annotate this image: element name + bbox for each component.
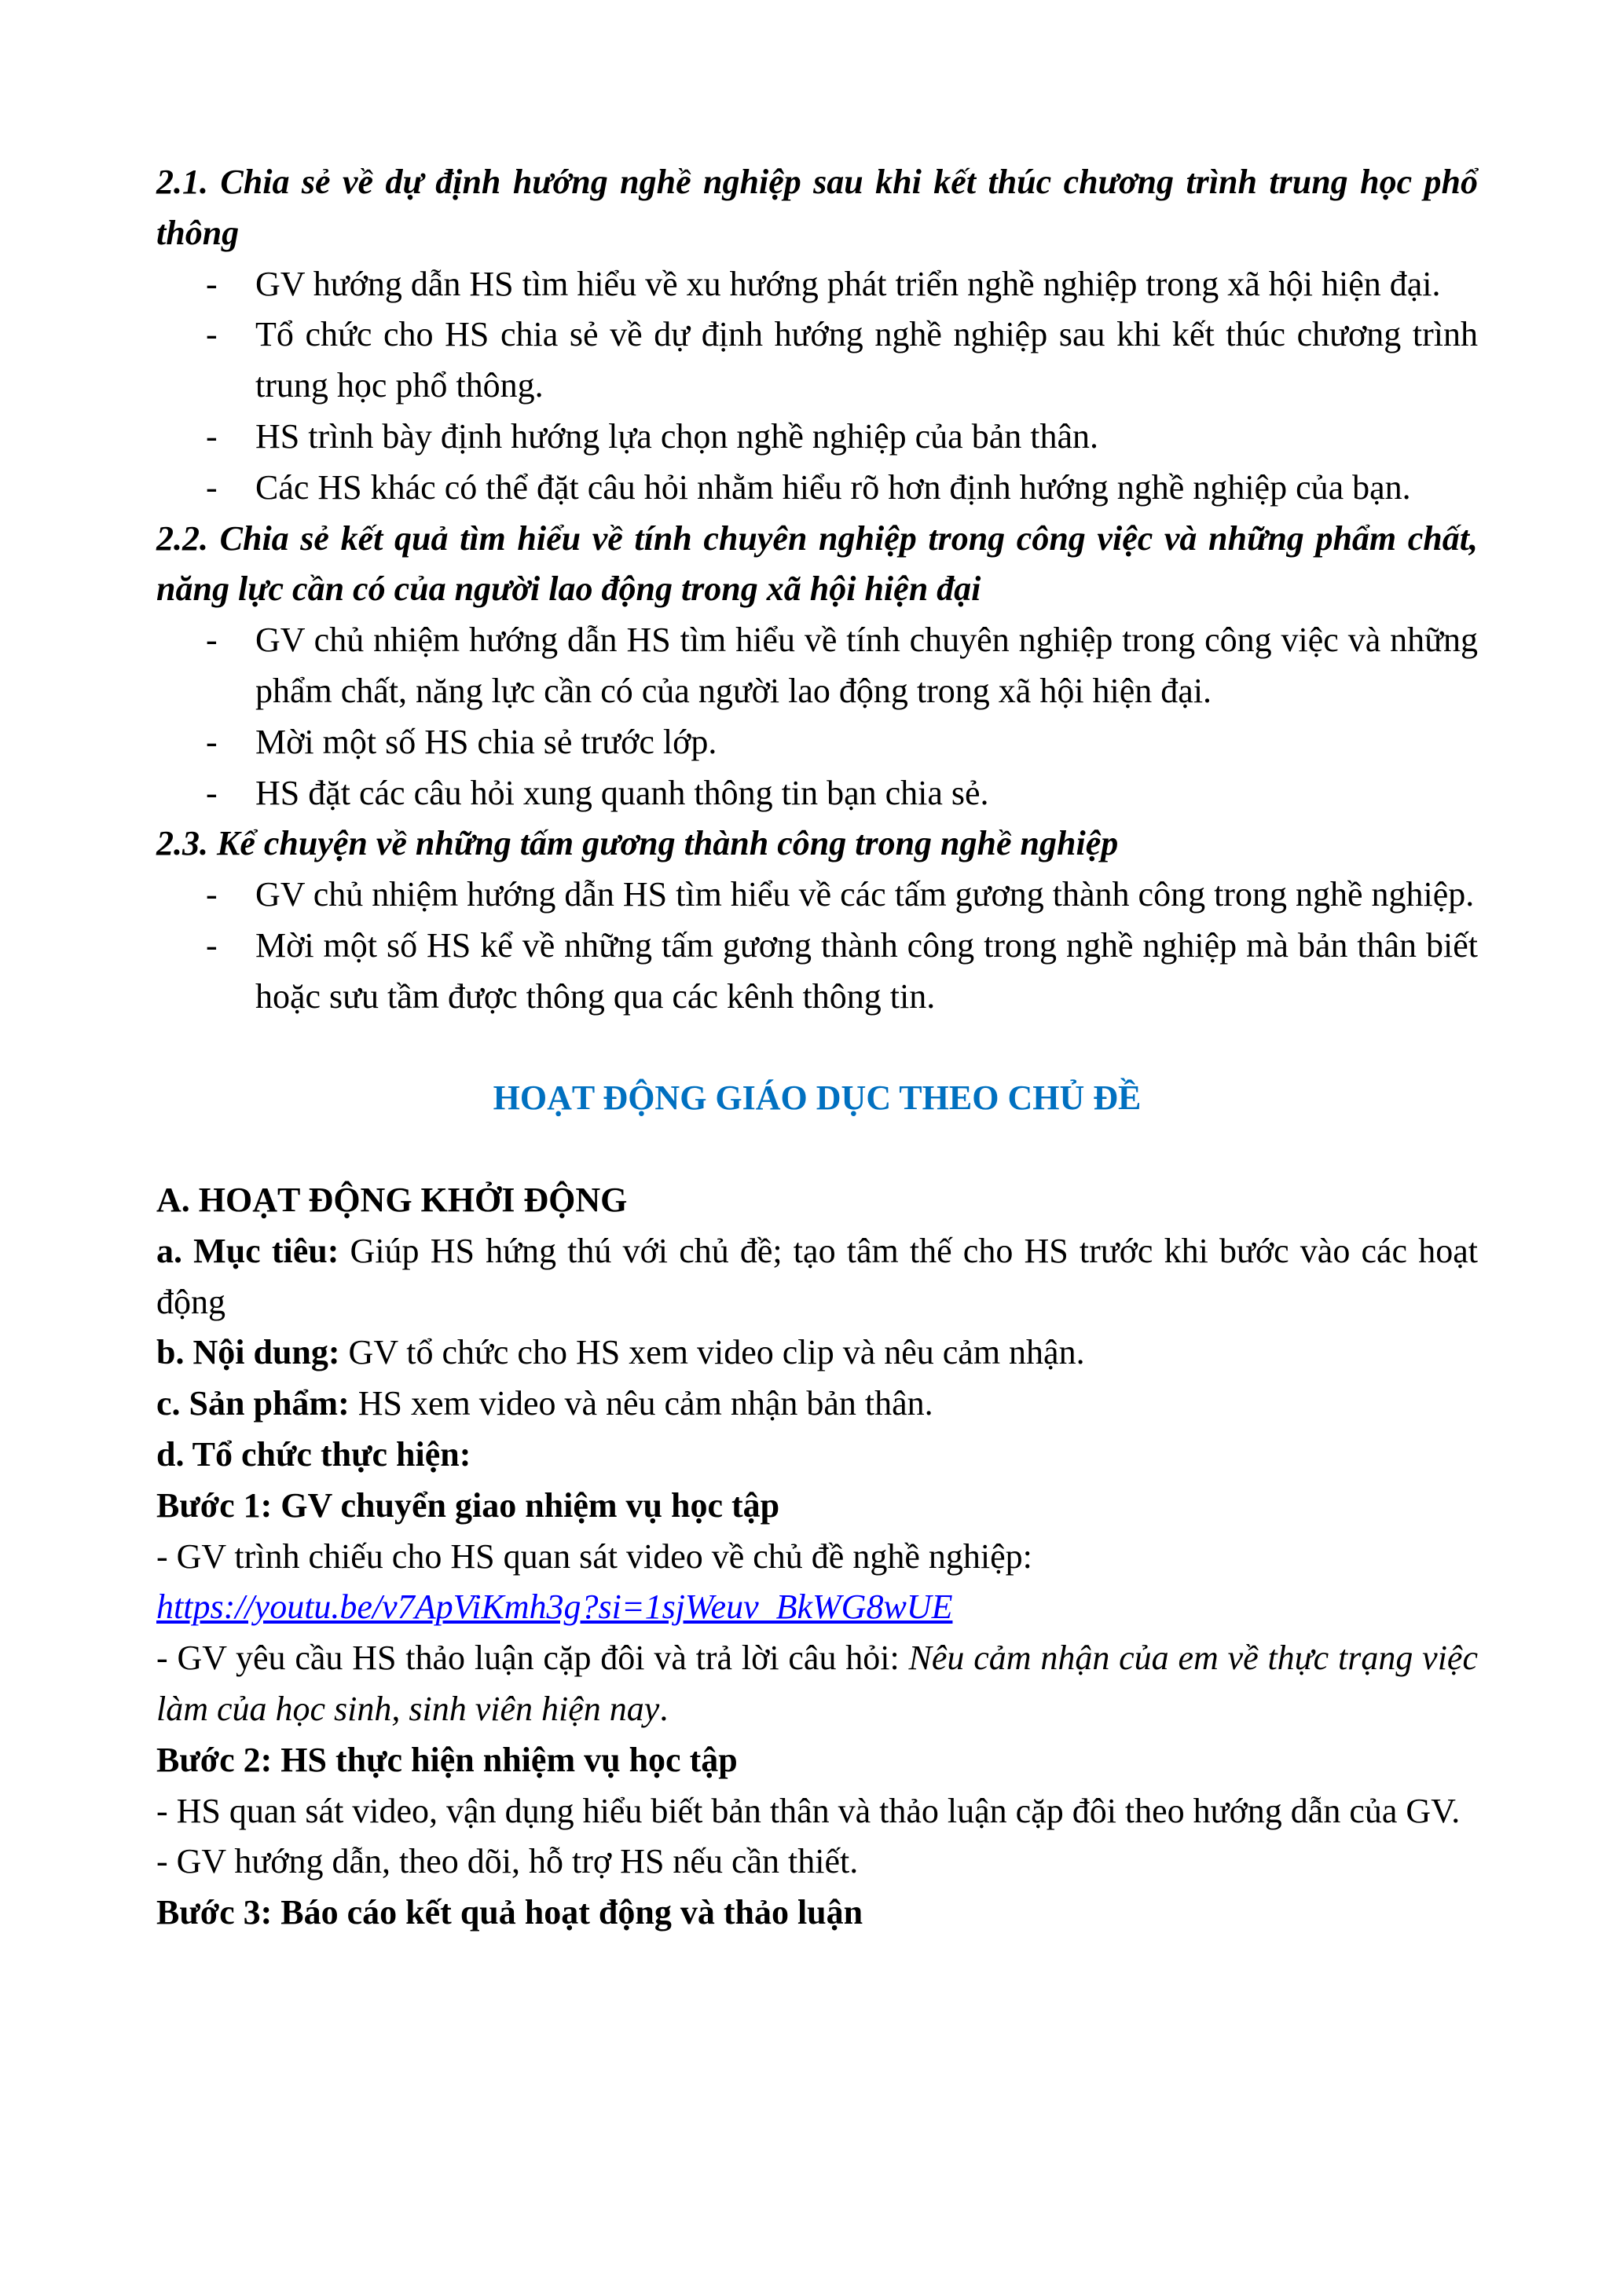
- section-a-heading: A. HOẠT ĐỘNG KHỞI ĐỘNG: [156, 1180, 628, 1219]
- step-2-heading: Bước 2: HS thực hiện nhiệm vụ học tập: [156, 1740, 738, 1779]
- section-2-1-heading: 2.1. Chia sẻ về dự định hướng nghề nghiệp sau khi kết thúc chương trình trung học phổ thông: [156, 163, 1478, 252]
- bullet-dash: -: [206, 875, 218, 914]
- implementation-label: d. Tổ chức thực hiện:: [156, 1434, 471, 1474]
- product-paragraph: [156, 1379, 1478, 1430]
- list-item: [156, 921, 1478, 1023]
- list-item-text: GV hướng dẫn HS tìm hiểu về xu hướng phát triển nghề nghiệp trong xã hội hiện đại.: [255, 264, 1441, 303]
- list-item: [156, 412, 1478, 463]
- list-item: [156, 309, 1478, 412]
- video-link[interactable]: https://youtu.be/v7ApViKmh3g?si=1sjWeuv_BkWG8wUE: [156, 1587, 953, 1627]
- section-2-3-heading: 2.3. Kể chuyện về những tấm gương thành công trong nghề nghiệp: [156, 824, 1119, 863]
- list-item: [156, 615, 1478, 717]
- content-paragraph: [156, 1327, 1478, 1379]
- bullet-dash: -: [206, 925, 218, 965]
- bullet-dash: -: [206, 315, 218, 354]
- step-2-text: - GV hướng dẫn, theo dõi, hỗ trợ HS nếu cần thiết.: [156, 1842, 859, 1881]
- list-item-text: GV chủ nhiệm hướng dẫn HS tìm hiểu về các tấm gương thành công trong nghề nghiệp.: [255, 875, 1475, 914]
- objective-text: Giúp HS hứng thú với chủ đề; tạo tâm thế cho HS trước khi bước vào các hoạt động: [156, 1231, 1478, 1321]
- list-item: [156, 870, 1478, 921]
- content-label: b. Nội dung:: [156, 1333, 340, 1372]
- period: .: [659, 1689, 669, 1728]
- bullet-dash: -: [206, 722, 218, 761]
- bullet-dash: -: [206, 621, 218, 660]
- product-text: HS xem video và nêu cảm nhận bản thân.: [349, 1384, 933, 1423]
- step-1-question-paragraph: [156, 1633, 1478, 1735]
- main-heading: HOẠT ĐỘNG GIÁO DỤC THEO CHỦ ĐỀ: [493, 1078, 1142, 1118]
- objective-paragraph: [156, 1226, 1478, 1328]
- bullet-dash: -: [206, 416, 218, 456]
- step-3-heading: Bước 3: Báo cáo kết quả hoạt động và thảo luận: [156, 1893, 863, 1932]
- list-item: [156, 259, 1478, 310]
- list-item-text: Các HS khác có thể đặt câu hỏi nhằm hiểu rõ hơn định hướng nghề nghiệp của bạn.: [255, 467, 1411, 507]
- list-item-text: Mời một số HS kể về những tấm gương thành công trong nghề nghiệp mà bản thân biết hoặc sưu tầm được thông qua các kênh thông tin.: [255, 925, 1478, 1016]
- list-item-text: HS đặt các câu hỏi xung quanh thông tin bạn chia sẻ.: [255, 773, 989, 812]
- content-text: GV tổ chức cho HS xem video clip và nêu cảm nhận.: [339, 1333, 1085, 1372]
- step-1-instruction: - GV yêu cầu HS thảo luận cặp đôi và trả lời câu hỏi:: [156, 1639, 909, 1678]
- list-item-text: Mời một số HS chia sẻ trước lớp.: [255, 722, 717, 761]
- bullet-dash: -: [206, 467, 218, 507]
- document-page: [156, 157, 1478, 1939]
- step-1-text: - GV trình chiếu cho HS quan sát video về chủ đề nghề nghiệp:: [156, 1536, 1032, 1576]
- list-item: [156, 717, 1478, 768]
- bullet-dash: -: [206, 264, 218, 303]
- objective-label: a. Mục tiêu:: [156, 1231, 339, 1270]
- step-2-text: - HS quan sát video, vận dụng hiểu biết bản thân và thảo luận cặp đôi theo hướng dẫn của GV.: [156, 1791, 1461, 1830]
- step-1-question: Nêu cảm nhận của em về thực trạng việc làm của học sinh, sinh viên hiện nay: [156, 1639, 1478, 1728]
- section-2-2-heading: 2.2. Chia sẻ kết quả tìm hiểu về tính chuyên nghiệp trong công việc và những phẩm chất, năng lực cần có của người lao động trong xã hội hiện đại: [156, 518, 1478, 609]
- list-item-text: Tổ chức cho HS chia sẻ về dự định hướng nghề nghiệp sau khi kết thúc chương trình trung học phổ thông.: [255, 315, 1478, 405]
- step-1-heading: Bước 1: GV chuyển giao nhiệm vụ học tập: [156, 1485, 780, 1525]
- list-item: [156, 463, 1478, 514]
- list-item: [156, 768, 1478, 819]
- list-item-text: HS trình bày định hướng lựa chọn nghề nghiệp của bản thân.: [255, 416, 1098, 456]
- product-label: c. Sản phẩm:: [156, 1384, 350, 1423]
- bullet-dash: -: [206, 773, 218, 812]
- list-item-text: GV chủ nhiệm hướng dẫn HS tìm hiểu về tính chuyên nghiệp trong công việc và những phẩm chất, năng lực cần có của người lao động trong xã hội hiện đại.: [255, 621, 1478, 710]
